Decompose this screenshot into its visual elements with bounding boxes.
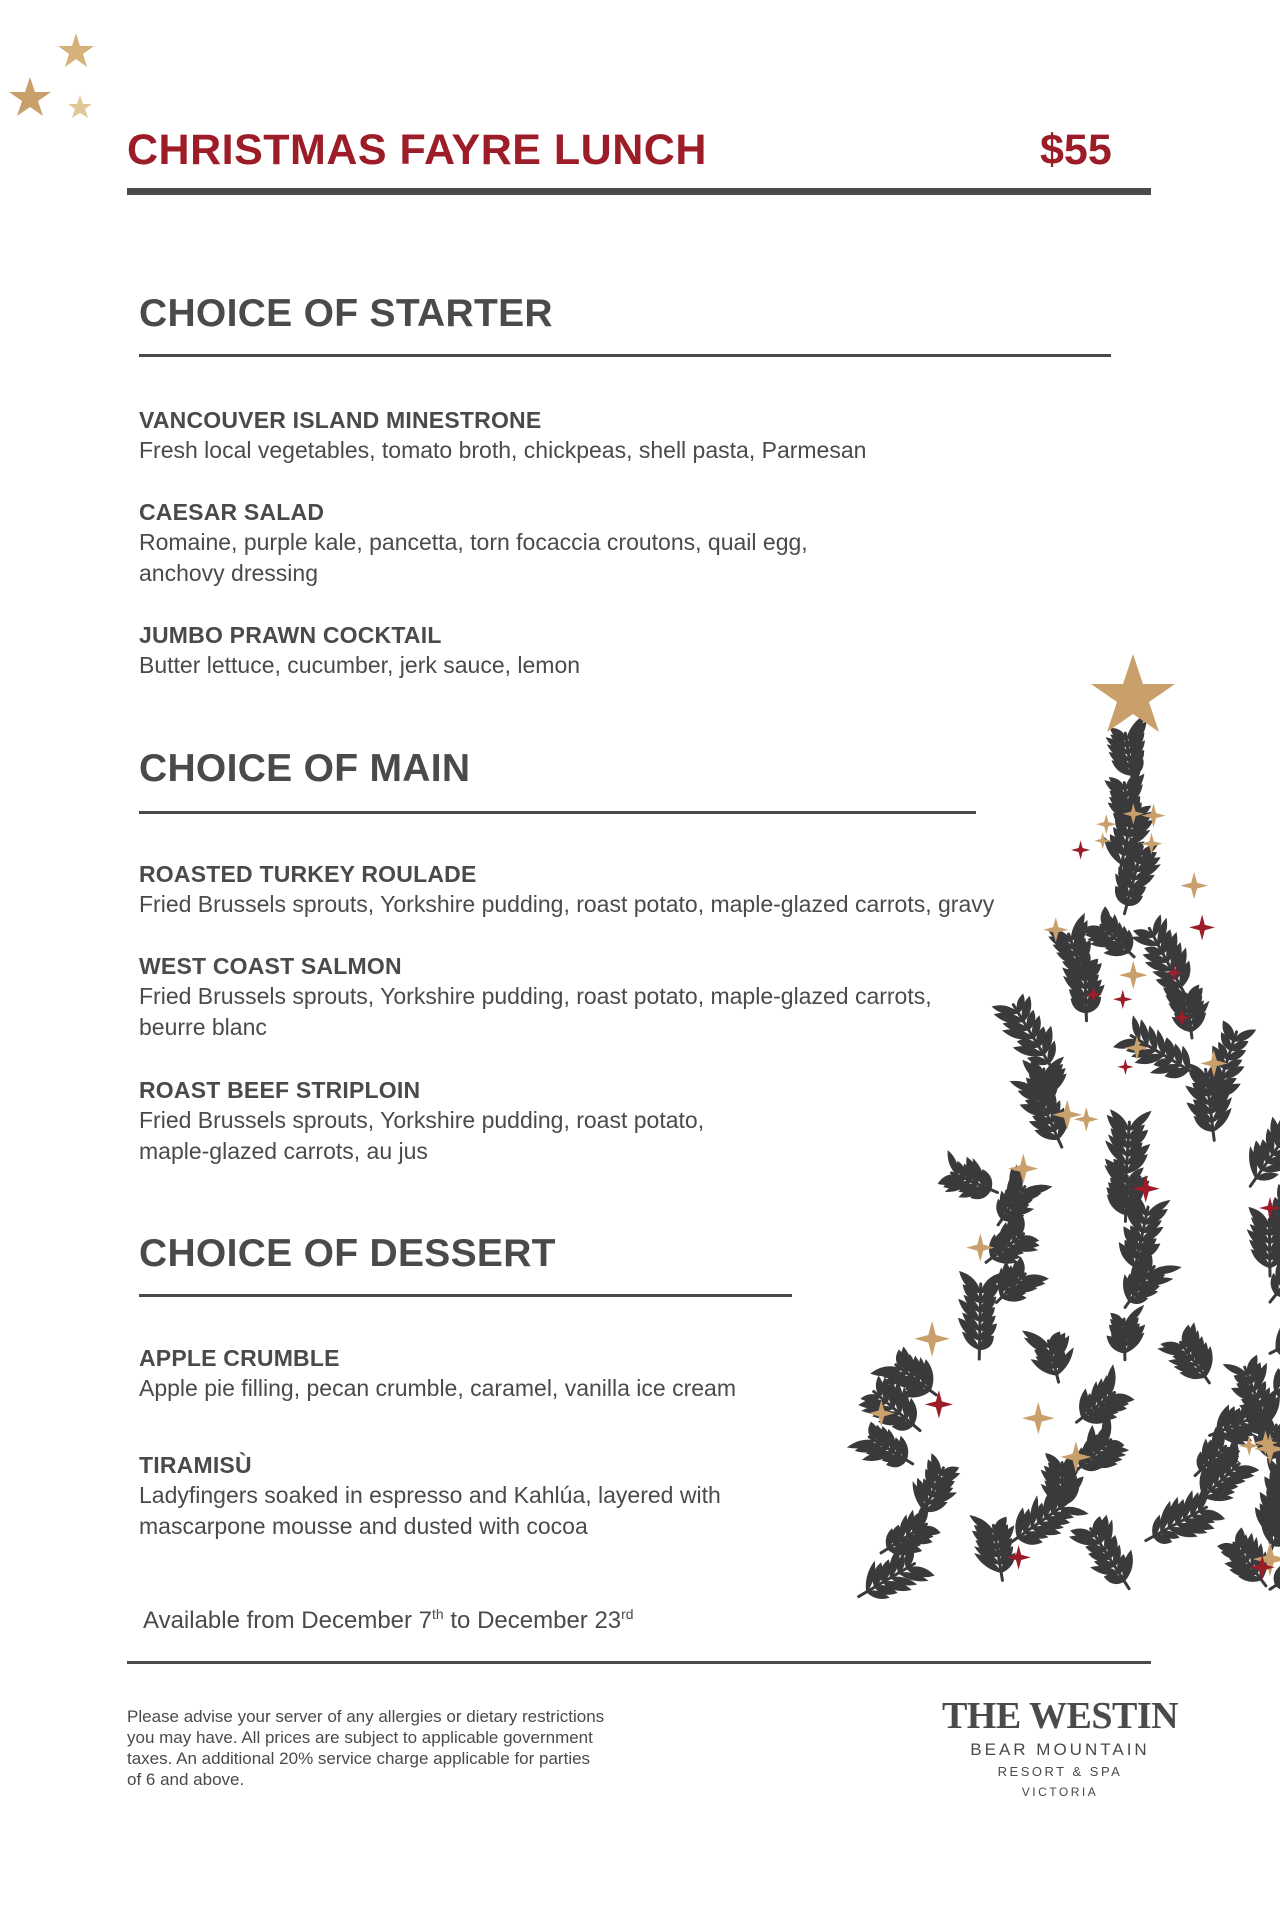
- item-name: ROASTED TURKEY ROULADE: [139, 861, 477, 887]
- tree-top-star-icon: [1091, 654, 1175, 732]
- availability-note: Available from December 7th to December 23rd: [143, 1606, 634, 1634]
- item-description: Fried Brussels sprouts, Yorkshire pudding, roast potato,: [139, 1107, 705, 1133]
- item-description: beurre blanc: [139, 1014, 267, 1040]
- item-description: Butter lettuce, cucumber, jerk sauce, lemon: [139, 652, 581, 678]
- menu-item: [139, 405, 1059, 466]
- header-divider: [127, 188, 1151, 195]
- item-name: ROAST BEEF STRIPLOIN: [139, 1077, 421, 1103]
- item-name: VANCOUVER ISLAND MINESTRONE: [139, 407, 542, 433]
- footer-divider: [127, 1661, 1151, 1664]
- item-description: Fresh local vegetables, tomato broth, chickpeas, shell pasta, Parmesan: [139, 437, 867, 463]
- section-heading-main: CHOICE OF MAIN: [139, 747, 471, 790]
- item-description: anchovy dressing: [139, 560, 318, 586]
- menu-item: [139, 497, 1059, 589]
- item-name: JUMBO PRAWN COCKTAIL: [139, 622, 442, 648]
- item-description: mascarpone mousse and dusted with cocoa: [139, 1513, 588, 1539]
- item-description: Ladyfingers soaked in espresso and Kahlúa, layered with: [139, 1482, 721, 1508]
- item-description: maple-glazed carrots, au jus: [139, 1138, 428, 1164]
- menu-price: $55: [1040, 126, 1112, 174]
- item-name: APPLE CRUMBLE: [139, 1345, 340, 1371]
- menu-title: CHRISTMAS FAYRE LUNCH: [127, 126, 707, 174]
- item-description: Apple pie filling, pecan crumble, caramel, vanilla ice cream: [139, 1375, 737, 1401]
- item-description: Fried Brussels sprouts, Yorkshire pudding, roast potato, maple-glazed carrots, gravy: [139, 891, 995, 917]
- item-description: Romaine, purple kale, pancetta, torn focaccia croutons, quail egg,: [139, 529, 808, 555]
- section-heading-starter: CHOICE OF STARTER: [139, 292, 553, 335]
- item-description: Fried Brussels sprouts, Yorkshire pudding, roast potato, maple-glazed carrots,: [139, 983, 932, 1009]
- section-divider: [139, 354, 1111, 357]
- allergy-disclaimer: Please advise your server of any allergies or dietary restrictions you may have. All prices are subject to applicable government taxes. An additional 20% service charge applicable for parties of 6 and above.: [127, 1707, 605, 1789]
- westin-logo: THE WESTIN BEAR MOUNTAIN RESORT & SPA VICTORIA: [941, 1695, 1179, 1799]
- item-name: WEST COAST SALMON: [139, 953, 402, 979]
- item-name: CAESAR SALAD: [139, 499, 325, 525]
- section-heading-dessert: CHOICE OF DESSERT: [139, 1232, 556, 1275]
- gold-stars-icon: [0, 25, 110, 135]
- section-divider: [139, 1294, 792, 1297]
- item-name: TIRAMISÙ: [139, 1452, 252, 1478]
- christmas-tree-illustration: [815, 650, 1280, 1640]
